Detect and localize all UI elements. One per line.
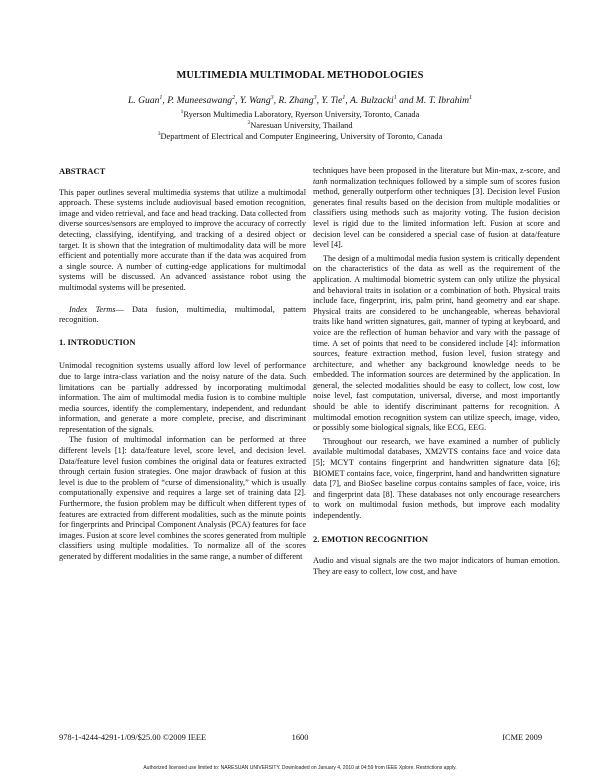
- tanh-term: tanh: [313, 176, 328, 186]
- right-paragraph-1: [313, 166, 560, 251]
- left-column: [59, 166, 306, 563]
- affiliation-sup: 2: [247, 120, 251, 126]
- author-name: Y. Tie: [321, 95, 343, 107]
- affiliation-text: Naresuan University, Thailand: [250, 120, 353, 130]
- footer-venue: ICME 2009: [502, 733, 542, 742]
- footer-isbn: 978-1-4244-4291-1/09/$25.00 ©2009 IEEE: [59, 733, 207, 742]
- index-terms-label: Index Terms: [69, 304, 116, 314]
- author-name: P. Muneesawang: [167, 95, 233, 107]
- affiliation-sup: 1: [180, 109, 184, 115]
- emotion-paragraph-1: Audio and visual signals are the two major indicators of human emotion. They are easy to collect, low cost, and have: [313, 556, 560, 576]
- author-name: R. Zhang: [278, 95, 314, 107]
- author-affiliation-sup: 3: [313, 95, 317, 101]
- index-terms: [59, 305, 306, 326]
- emotion-recognition-heading: 2. EMOTION RECOGNITION: [313, 533, 428, 544]
- intro-paragraph-2: The fusion of multimodal information can be performed at three different levels [1]: data/feature level, score level, and decision level. Data/feature level fusion combines the original data or features extracted through certain fusion strategies. One major drawback of fusion at this level is due to the problem of “curse of dimensionality,” which is usually computationally expensive and requires a large set of training data [2]. Furthermore, the fusion problem may be difficult when different types of features are extracted from different modalities, such as the minute points for fingerprints and Principal Component Analysis (PCA) features for face images. Fusion at score level combines the scores generated from multiple classifiers using multiple modalities. To normalize all of the scores generated by different modalities in the same range, a number of different: [59, 435, 306, 561]
- author-affiliation-sup: 1: [342, 95, 346, 101]
- author-affiliation-sup: 1: [393, 95, 397, 101]
- right-paragraph-1-a: techniques have been proposed in the literature but Min-max, z-score, and: [313, 166, 560, 175]
- affiliation-sup: 3: [157, 131, 161, 137]
- paper-title: MULTIMEDIA MULTIMODAL METHODOLOGIES: [176, 70, 424, 81]
- author-separator: ,: [162, 95, 168, 107]
- intro-paragraph-1: Unimodal recognition systems usually afford low level of performance due to large intra-class variation and the noisy nature of the data. Such limitations can be partially addressed by incorporating multimodal information. The aim of multimodal media fusion is to combine multiple media sources, identify the complementary, independent, and redundant information, and generate a more complete, precise, and discriminant representation of the signals.: [59, 361, 306, 434]
- affiliation-3: [0, 131, 600, 141]
- author-affiliation-sup: 1: [469, 95, 473, 101]
- author-list: [0, 95, 600, 106]
- author-separator: ,: [235, 95, 240, 107]
- license-notice: Authorized licensed use limited to: NARESUAN UNIVERSITY. Downloaded on January 4, 2010 at 04:59 from IEEE Xplore. Restrictions apply.: [143, 765, 457, 771]
- author-name: Y. Wang: [239, 95, 271, 107]
- affiliation-2: [0, 120, 600, 130]
- author-separator: ,: [345, 95, 351, 107]
- author-separator: ,: [273, 95, 279, 107]
- author-separator: and: [396, 95, 416, 107]
- author-name: L. Guan: [127, 95, 160, 107]
- author-affiliation-sup: 3: [270, 95, 274, 101]
- abstract-text: This paper outlines several multimedia systems that utilize a multimodal approach. These systems include audiovisual based emotion recognition, image and video retrieval, and face and head tracking. Data collected from diverse sources/sensors are employed to improve the accuracy of correctly detecting, classifying, identifying, and tracking of a desired object or target. It is shown that the integration of multimodality data will be more efficient and potentially more accurate than if the data was acquired from a single source. A number of cutting-edge applications for multimodal systems will be discussed. An advanced assistance robot using the multimodal systems will be presented.: [59, 187, 306, 292]
- footer-page-number: 1600: [291, 733, 309, 742]
- right-column: [313, 166, 560, 577]
- abstract-heading: ABSTRACT: [59, 166, 106, 176]
- author-separator: ,: [316, 95, 322, 107]
- affiliation-text: Ryerson Multimedia Laboratory, Ryerson University, Toronto, Canada: [183, 109, 420, 119]
- author-affiliation-sup: 1: [159, 95, 163, 101]
- affiliation-1: [0, 109, 600, 119]
- author-affiliation-sup: 2: [232, 95, 236, 101]
- right-paragraph-3: Throughout our research, we have examined a number of publicly available multimodal databases, XM2VTS contains face and voice data [5]; MCYT contains fingerprint and handwritten signature data [6]; BIOMET contains face, voice, fingerprint, hand and handwritten signature data [7], and BioSec baseline corpus contains samples of face, voice, iris and fingerprint data [8]. These databases not only encourage researchers to work on multimodal fusion methods, but improve each modality independently.: [313, 436, 560, 520]
- author-name: A. Bulzacki: [350, 95, 394, 107]
- introduction-heading: 1. INTRODUCTION: [59, 336, 136, 347]
- right-paragraph-1-b: normalization techniques followed by a simple sum of scores fusion method, generally outperform other techniques [3]. Decision level Fusion generates final results based on the decision from multiple modalities or classifiers using methods such as majority voting. The fusion decision level is rigid due to the limited information left. Fusion at score and decision level can be considered a special case of fusion at data/feature level [4].: [313, 176, 560, 250]
- right-paragraph-2: The design of a multimodal media fusion system is critically dependent on the characteristics of the data as well as the requirement of the application. A multimodal biometric system can only utilize the physical and behavioral traits in isolation or a combination of both. Physical traits include face, fingerprint, iris, palm print, hand geometry and ear shape. Physical traits are considered to be unchangeable, whereas behavioral traits like hand written signatures, gait, manner of typing at keyboard, and voice are the reflection of human behavior and vary with the passage of time. A set of points that need to be considered include [4]: information sources, feature extraction method, fusion level, fusion strategy and architecture, and whether any background knowledge needs to be embedded. The information sources are determined by the application. In general, the selected modalities should be easy to collect, low cost, low noise level, fast computation, universal, diverse, and most importantly should be able to identify discriminant patterns for recognition. A multimodal emotion recognition system can utilize speech, image, video, or possibly some biological signals, like ECG, EEG.: [313, 253, 560, 433]
- author-name: M. T. Ibrahim: [415, 95, 470, 107]
- index-terms-text: — Data fusion, multimedia, multimodal, pattern recognition.: [59, 304, 306, 325]
- affiliation-text: Department of Electrical and Computer Engineering, University of Toronto, Canada: [160, 131, 443, 141]
